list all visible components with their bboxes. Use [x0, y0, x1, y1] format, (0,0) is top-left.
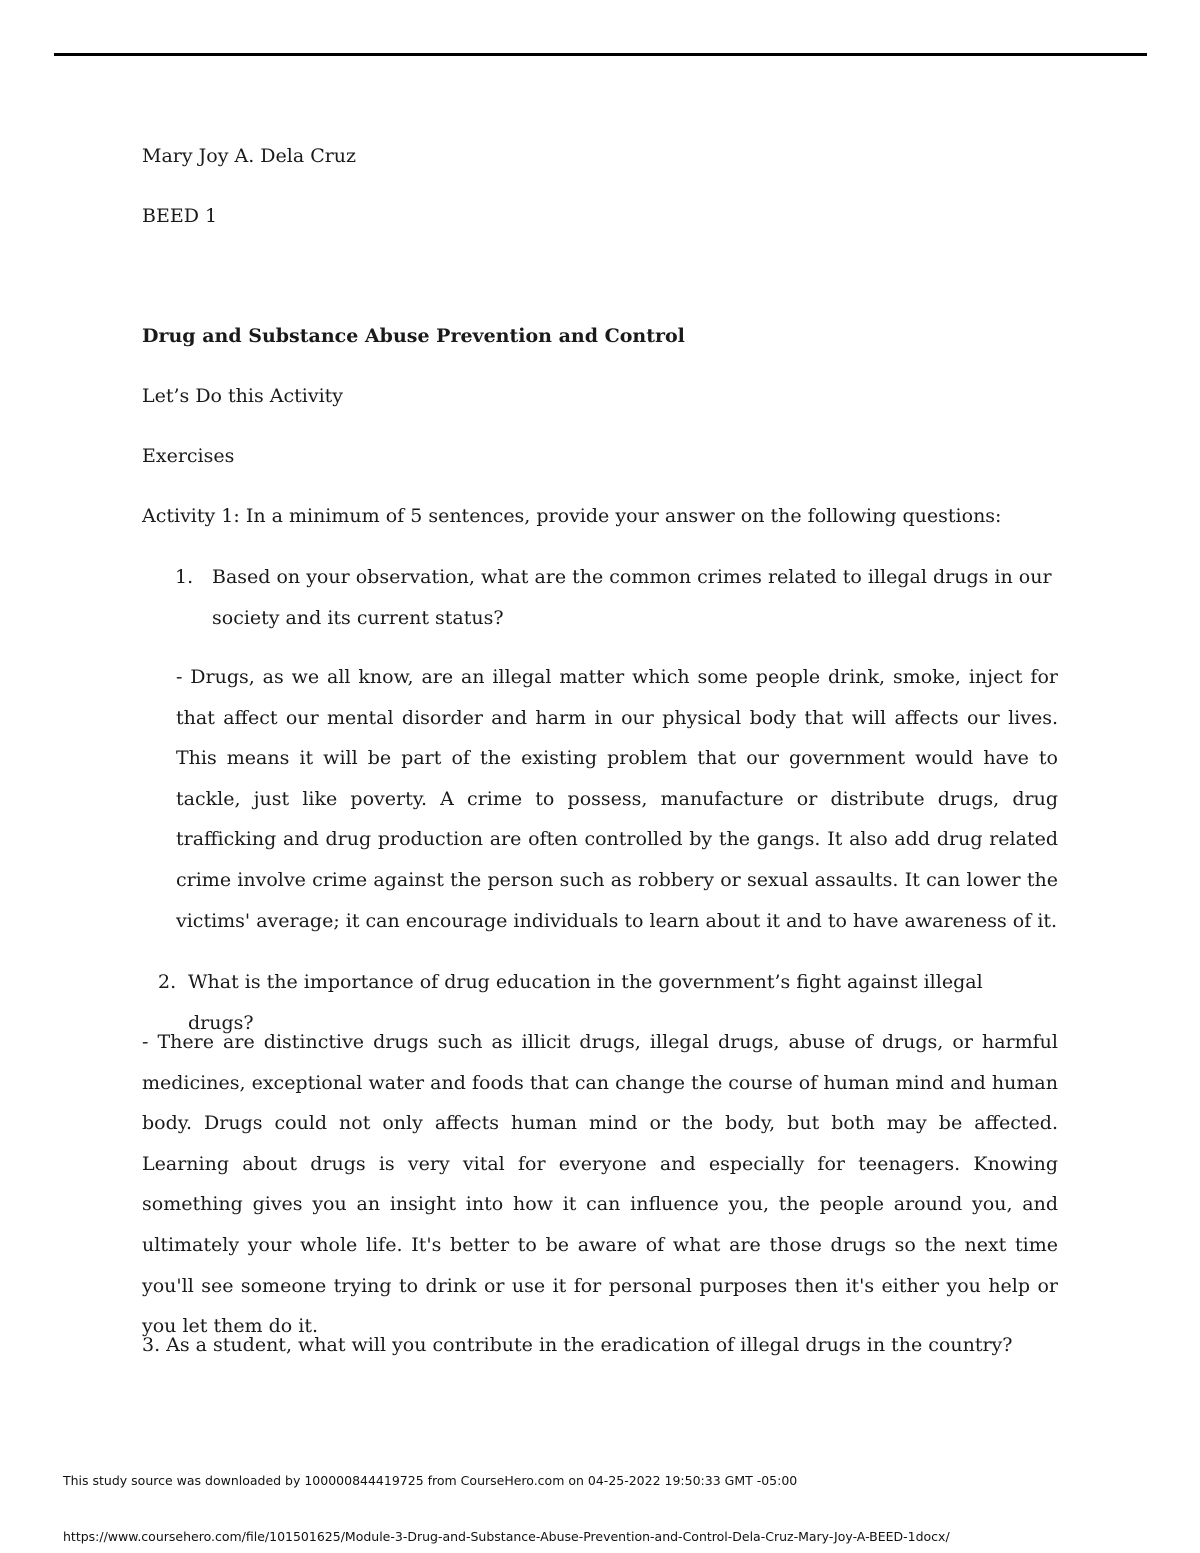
question-text: Based on your observation, what are the common crimes related to illegal drugs in our society and its current status?: [212, 566, 1052, 629]
section-heading: Exercises: [142, 445, 235, 467]
author-name: Mary Joy A. Dela Cruz: [142, 145, 357, 167]
header-rule: [54, 53, 1147, 56]
course-code: BEED 1: [142, 205, 218, 227]
download-notice: This study source was downloaded by 100000844419725 from CourseHero.com on 04-25-2022 19:50:33 GMT -05:00: [63, 1473, 798, 1488]
answer-2: - There are distinctive drugs such as illicit drugs, illegal drugs, abuse of drugs, or harmful medicines, exceptional water and foods that can change the course of human mind and human body. Drugs could not only affects human mind or the body, but both may be affected. Learning about drugs is very vital for everyone and especially for teenagers. Knowing something gives you an insight into how it can influence you, the people around you, and ultimately your whole life. It's better to be aware of what are those drugs so the next time you'll see someone trying to drink or use it for personal purposes then it's either you help or you let them do it.: [142, 1031, 1058, 1338]
question-text: What is the importance of drug education in the government’s fight against illegal drugs?: [188, 971, 983, 1034]
activity-heading: Let’s Do this Activity: [142, 385, 344, 407]
answer-1: - Drugs, as we all know, are an illegal matter which some people drink, smoke, inject for that affect our mental disorder and harm in our physical body that will affects our lives. This means it will be part of the existing problem that our government would have to tackle, just like poverty. A crime to possess, manufacture or distribute drugs, drug trafficking and drug production are often controlled by the gangs. It also add drug related crime involve crime against the person such as robbery or sexual assaults. It can lower the victims' average; it can encourage individuals to learn about it and to have awareness of it.: [176, 666, 1058, 932]
activity-instructions: Activity 1: In a minimum of 5 sentences, provide your answer on the following questions:: [142, 505, 1002, 527]
source-url[interactable]: https://www.coursehero.com/file/101501625/Module-3-Drug-and-Substance-Abuse-Prevention-and-Control-Dela-Cruz-Mary-Joy-A-BEED-1docx/: [63, 1529, 950, 1544]
question-number: 2.: [158, 971, 177, 993]
question-number: 1.: [175, 566, 194, 588]
question-3: 3. As a student, what will you contribute in the eradication of illegal drugs in the country?: [142, 1334, 1013, 1356]
document-title: Drug and Substance Abuse Prevention and Control: [142, 325, 685, 347]
